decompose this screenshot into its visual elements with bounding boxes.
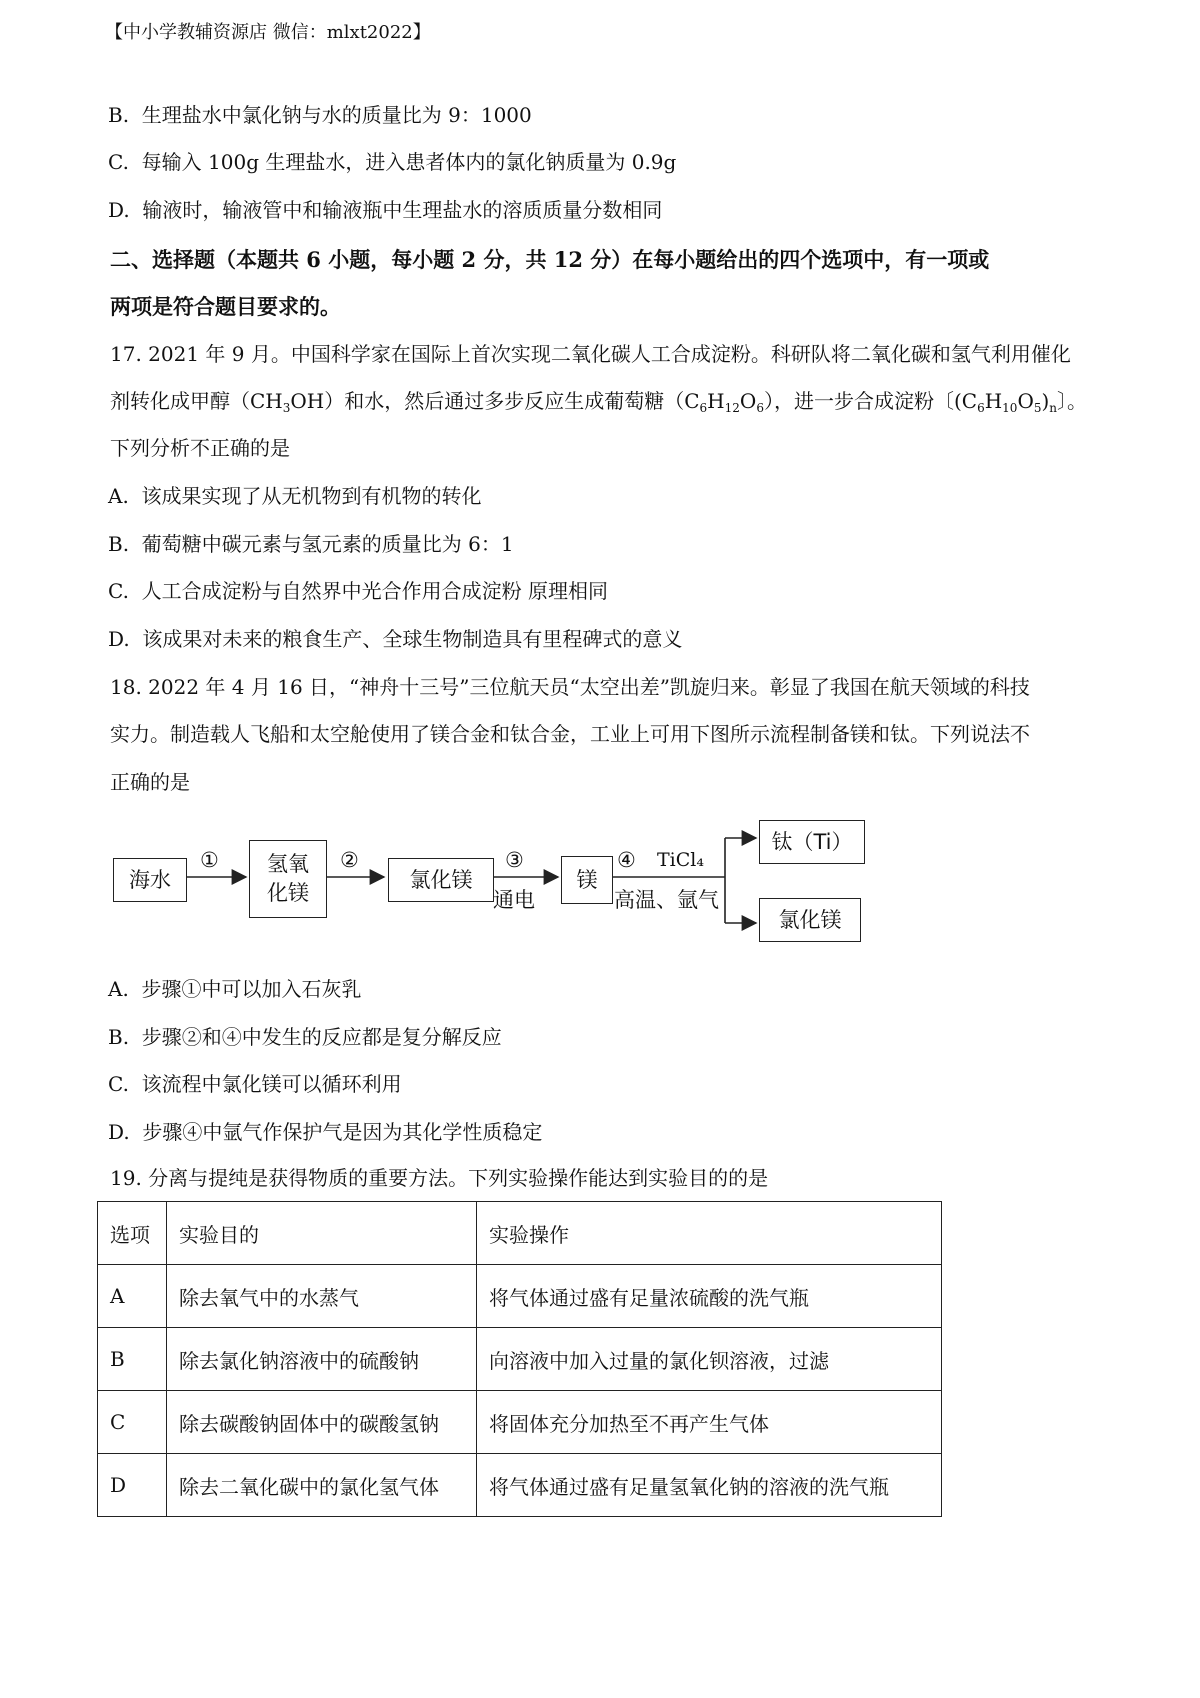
section2-heading-line1: 二、选择题（本题共 6 小题，每小题 2 分，共 12 分）在每小题给出的四个选项中，有一项或 bbox=[110, 247, 990, 272]
q19-table bbox=[97, 1201, 942, 1517]
flow-box-seawater: 海水 bbox=[113, 858, 187, 902]
option-letter: A. bbox=[108, 484, 129, 508]
table-cell: 将气体通过盛有足量氢氧化钠的溶液的洗气瓶 bbox=[477, 1454, 942, 1517]
option-letter: C. bbox=[108, 1072, 129, 1096]
table-cell: 除去氯化钠溶液中的硫酸钠 bbox=[167, 1328, 477, 1391]
table-cell: 向溶液中加入过量的氯化钡溶液，过滤 bbox=[477, 1328, 942, 1391]
q18-option-a bbox=[108, 975, 362, 1003]
q17-stem-line2: 剂转化成甲醇$(CH_3OH)$和水，然后通过多步反应生成葡萄糖$(C_6H_{12}O_6)$，进一步合成淀粉〔$(C_6H_{10}O_5)_n$〕。 bbox=[110, 389, 1088, 415]
page-header: 【中小学教辅资源店 微信：mlxt2022】 bbox=[105, 22, 431, 43]
option-text: 每输入 100g 生理盐水，进入患者体内的氯化钠质量为 0.9g bbox=[141, 150, 677, 174]
table-cell: A bbox=[98, 1265, 167, 1328]
option-letter: D. bbox=[108, 627, 130, 651]
q18-stem-line3: 正确的是 bbox=[110, 770, 190, 794]
q18-stem-line1: 18. 2022 年 4 月 16 日，“神舟十三号”三位航天员“太空出差”凯旋归来。彰显了我国在航天领域的科技 bbox=[110, 675, 1030, 699]
flow-step-4: ④ bbox=[617, 848, 636, 872]
flow-step-4-condition: 高温、氩气 bbox=[614, 888, 719, 912]
option-text: 输液时，输液管中和输液瓶中生理盐水的溶质质量分数相同 bbox=[142, 198, 663, 222]
q18-option-d bbox=[108, 1118, 542, 1146]
option-text: 该成果对未来的粮食生产、全球生物制造具有里程碑式的意义 bbox=[142, 627, 683, 651]
option-text: 葡萄糖中碳元素与氢元素的质量比为 6：1 bbox=[141, 532, 514, 556]
table-row bbox=[98, 1454, 942, 1517]
table-header-cell: 实验操作 bbox=[477, 1202, 942, 1265]
flow-step-3-condition: 通电 bbox=[493, 888, 535, 912]
option-letter: B. bbox=[108, 532, 130, 556]
flow-step-4-reagent: TiCl₄ bbox=[657, 849, 704, 871]
table-cell: B bbox=[98, 1328, 167, 1391]
flow-step-3: ③ bbox=[505, 848, 524, 872]
flow-step-1: ① bbox=[200, 848, 219, 872]
option-text: 步骤①中可以加入石灰乳 bbox=[141, 977, 362, 1001]
q18-stem-line2: 实力。制造载人飞船和太空舱使用了镁合金和钛合金，工业上可用下图所示流程制备镁和钛。下列说法不 bbox=[110, 722, 1030, 746]
table-header-row bbox=[98, 1202, 942, 1265]
option-letter: B. bbox=[108, 103, 130, 127]
table-cell: 除去碳酸钠固体中的碳酸氢钠 bbox=[167, 1391, 477, 1454]
option-letter: D. bbox=[108, 1120, 130, 1144]
option-text: 步骤②和④中发生的反应都是复分解反应 bbox=[141, 1025, 502, 1049]
option-text: 该流程中氯化镁可以循环利用 bbox=[141, 1072, 402, 1096]
table-cell: 将固体充分加热至不再产生气体 bbox=[477, 1391, 942, 1454]
option-text: 该成果实现了从无机物到有机物的转化 bbox=[141, 484, 482, 508]
table-row bbox=[98, 1391, 942, 1454]
q17-stem-line1: 17. 2021 年 9 月。中国科学家在国际上首次实现二氧化碳人工合成淀粉。科研队将二氧化碳和氢气利用催化 bbox=[110, 342, 1071, 366]
table-cell: 除去二氧化碳中的氯化氢气体 bbox=[167, 1454, 477, 1517]
flow-box-titanium: 钛（Ti） bbox=[759, 820, 865, 864]
table-cell: 除去氧气中的水蒸气 bbox=[167, 1265, 477, 1328]
section2-heading-line2: 两项是符合题目要求的。 bbox=[110, 294, 341, 319]
table-header-cell: 选项 bbox=[98, 1202, 167, 1265]
flow-step-2: ② bbox=[340, 848, 359, 872]
option-letter: B. bbox=[108, 1025, 130, 1049]
q17-stem-line3: 下列分析不正确的是 bbox=[110, 436, 290, 460]
table-cell: D bbox=[98, 1454, 167, 1517]
option-text: 生理盐水中氯化钠与水的质量比为 9：1000 bbox=[141, 103, 532, 127]
flow-box-magnesium: 镁 bbox=[561, 856, 613, 904]
option-text: 步骤④中氩气作保护气是因为其化学性质稳定 bbox=[142, 1120, 543, 1144]
flow-box-magnesium-chloride: 氯化镁 bbox=[388, 858, 494, 902]
table-row bbox=[98, 1328, 942, 1391]
option-letter: A. bbox=[108, 977, 129, 1001]
option-text: 人工合成淀粉与自然界中光合作用合成淀粉 原理相同 bbox=[141, 579, 609, 603]
table-row bbox=[98, 1265, 942, 1328]
option-letter: D. bbox=[108, 198, 130, 222]
q19-stem: 19. 分离与提纯是获得物质的重要方法。下列实验操作能达到实验目的的是 bbox=[110, 1166, 769, 1190]
flow-box-magnesium-hydroxide: 氢氧 化镁 bbox=[249, 840, 327, 918]
q18-option-b bbox=[108, 1023, 502, 1051]
table-header-cell: 实验目的 bbox=[167, 1202, 477, 1265]
option-letter: C. bbox=[108, 150, 129, 174]
table-cell: 将气体通过盛有足量浓硫酸的洗气瓶 bbox=[477, 1265, 942, 1328]
table-cell: C bbox=[98, 1391, 167, 1454]
flow-box-magnesium-chloride-2: 氯化镁 bbox=[759, 898, 861, 942]
q18-option-c bbox=[108, 1070, 402, 1098]
option-letter: C. bbox=[108, 579, 129, 603]
